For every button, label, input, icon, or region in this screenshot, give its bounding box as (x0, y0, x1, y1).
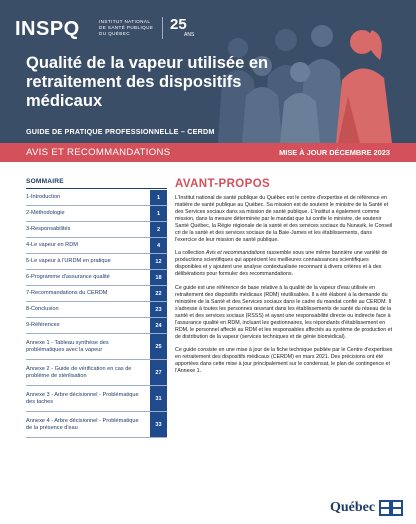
collection-label: AVIS ET RECOMMANDATIONS (26, 147, 171, 158)
inspq-logo[interactable]: INSPQ (15, 18, 80, 40)
document-title: Qualité de la vapeur utilisée en retraitement des dispositifs médicaux (26, 54, 269, 110)
toc-item[interactable] (26, 190, 167, 206)
toc-page-number: 1 (150, 190, 167, 205)
toc-item[interactable] (26, 270, 167, 286)
toc-item-label: 1-Introduction (26, 194, 61, 200)
toc-item-label: 8-Conclusion (26, 306, 59, 312)
sommaire-divider (26, 188, 167, 189)
toc-page-number: 33 (150, 412, 167, 437)
toc-item[interactable] (26, 286, 167, 302)
toc-item-label: 7-Recommandations du CERDM (26, 290, 108, 296)
toc-page-number: 2 (150, 222, 167, 237)
toc-item-label: 5-Le vapeur à l'URDM en pratique (26, 258, 111, 264)
table-of-contents (26, 190, 167, 438)
toc-item-label: 3-Responsabilités (26, 226, 71, 232)
institut-line-2: DE SANTÉ PUBLIQUE (99, 25, 154, 30)
paragraph-text: La collection (175, 250, 206, 257)
institut-name (99, 19, 153, 37)
toc-page-number: 23 (150, 302, 167, 317)
toc-item[interactable] (26, 254, 167, 270)
quebec-logo[interactable] (330, 500, 403, 516)
toc-item[interactable] (26, 222, 167, 238)
toc-page-number: 31 (150, 386, 167, 411)
paragraph: Ce guide est une référence de base relative à la qualité de la vapeur d'eau utilisée en retraitement des dispositifs médicaux (RDM) réutilisables. Il a été élaboré à la demande du ministère de la Santé et des Services sociaux dans le cadre du mandat confié au CERDM. Il s'adresse à toutes les personnes œuvrant dans les établissements de santé du réseau de la santé et des services sociaux (RSSS) et ayant une responsabilité directe ou indirecte face à l'assurance qualité en RDM, incluant les gestionnaires, les répondants d'établissement en RDM, le personnel affecté au RDM et les responsables affectés au système de production et de distribution de la vapeur (services techniques et de génie biomédical). (175, 284, 393, 340)
paragraph-text: rassemble sous une même bannière une variété de productions scientifiques qui apprécient les meilleures connaissances scientifiques disponibles et y ajoutent une analyse contextualisée reconnant à divers critères et à des délibérations pour formuler des recommandations. (175, 250, 388, 278)
paragraph (175, 250, 395, 278)
toc-item-label: Annexe 3 - Arbre décisionnel - Problématique des taches (26, 391, 139, 405)
toc-item[interactable] (26, 302, 167, 318)
sommaire-heading: SOMMAIRE (26, 178, 64, 185)
paragraph: L'Institut national de santé publique du Québec est le centre d'expertise et de référence en matière de santé publique au Québec. Sa mission est de soutenir le ministre de la Santé et des Services sociaux dans sa mission de santé publique. L'Institut a également comme mission, dans la mesure déterminée par le mandat que lui confie le ministre, de soutenir Santé Québec, la Régie régionale de la santé et des services sociaux du Nunavik, le Conseil cri de la santé et des services sociaux de la Baie-James et les établissements, dans l'exercice de leur mission de santé publique. (175, 195, 393, 244)
toc-page-number: 12 (150, 254, 167, 269)
paragraph: Ce guide consiste en une mise à jour de la fiche technique publiée par le Centre d'expertises en retraitement des dispositifs médicaux (CERDM) en mars 2021. Des précisions ont été apportées dans cette mise à jour principalement sur le condensat, le plan de contingence et l'Annexe 1. (175, 346, 393, 375)
toc-item-label: Annexe 2 - Guide de vérification en cas de problème de stérilisation (26, 365, 132, 379)
toc-page-number: 18 (150, 270, 167, 285)
anniversary-number: 25 (170, 16, 187, 33)
toc-item-label: 2-Méthodologie (26, 210, 65, 216)
logo-divider (162, 17, 163, 39)
avant-propos-body (175, 195, 395, 381)
cover-header (0, 0, 416, 143)
institut-line-3: DU QUÉBEC (99, 31, 130, 36)
toc-item[interactable] (26, 360, 167, 386)
toc-item[interactable] (26, 318, 167, 334)
anniversary-badge (170, 16, 195, 38)
collection-name: Avis et recommandations (205, 250, 266, 257)
toc-page-number: 25 (150, 334, 167, 359)
toc-page-number: 22 (150, 286, 167, 301)
toc-item[interactable] (26, 412, 167, 438)
toc-item-label: 9-Références (26, 322, 60, 328)
toc-page-number: 1 (150, 206, 167, 221)
quebec-wordmark: Québec (330, 500, 376, 515)
guide-subtitle: GUIDE DE PRATIQUE PROFESSIONNELLE – CERDM (26, 127, 215, 136)
quebec-flag-icon (379, 500, 403, 516)
toc-item[interactable] (26, 238, 167, 254)
toc-item[interactable] (26, 386, 167, 412)
institut-line-1: INSTITUT NATIONAL (99, 19, 151, 24)
toc-page-number: 24 (150, 318, 167, 333)
toc-item-label: Annexe 4 - Arbre décisionnel - Problématique de la présence d'eau (26, 417, 139, 431)
toc-page-number: 4 (150, 238, 167, 253)
avant-propos-heading: AVANT-PROPOS (175, 178, 271, 190)
toc-item[interactable] (26, 206, 167, 222)
anniversary-word: ANS (184, 32, 195, 38)
toc-item[interactable] (26, 334, 167, 360)
toc-item-label: 6-Programme d'assurance qualité (26, 274, 110, 280)
toc-page-number: 27 (150, 360, 167, 385)
toc-item-label: 4-Le vapeur en RDM (26, 242, 78, 248)
update-date: MISE À JOUR DÉCEMBRE 2023 (279, 148, 390, 157)
collection-band (0, 143, 416, 162)
toc-item-label: Annexe 1 - Tableau synthèse des problématiques avec la vapeur (26, 339, 109, 353)
